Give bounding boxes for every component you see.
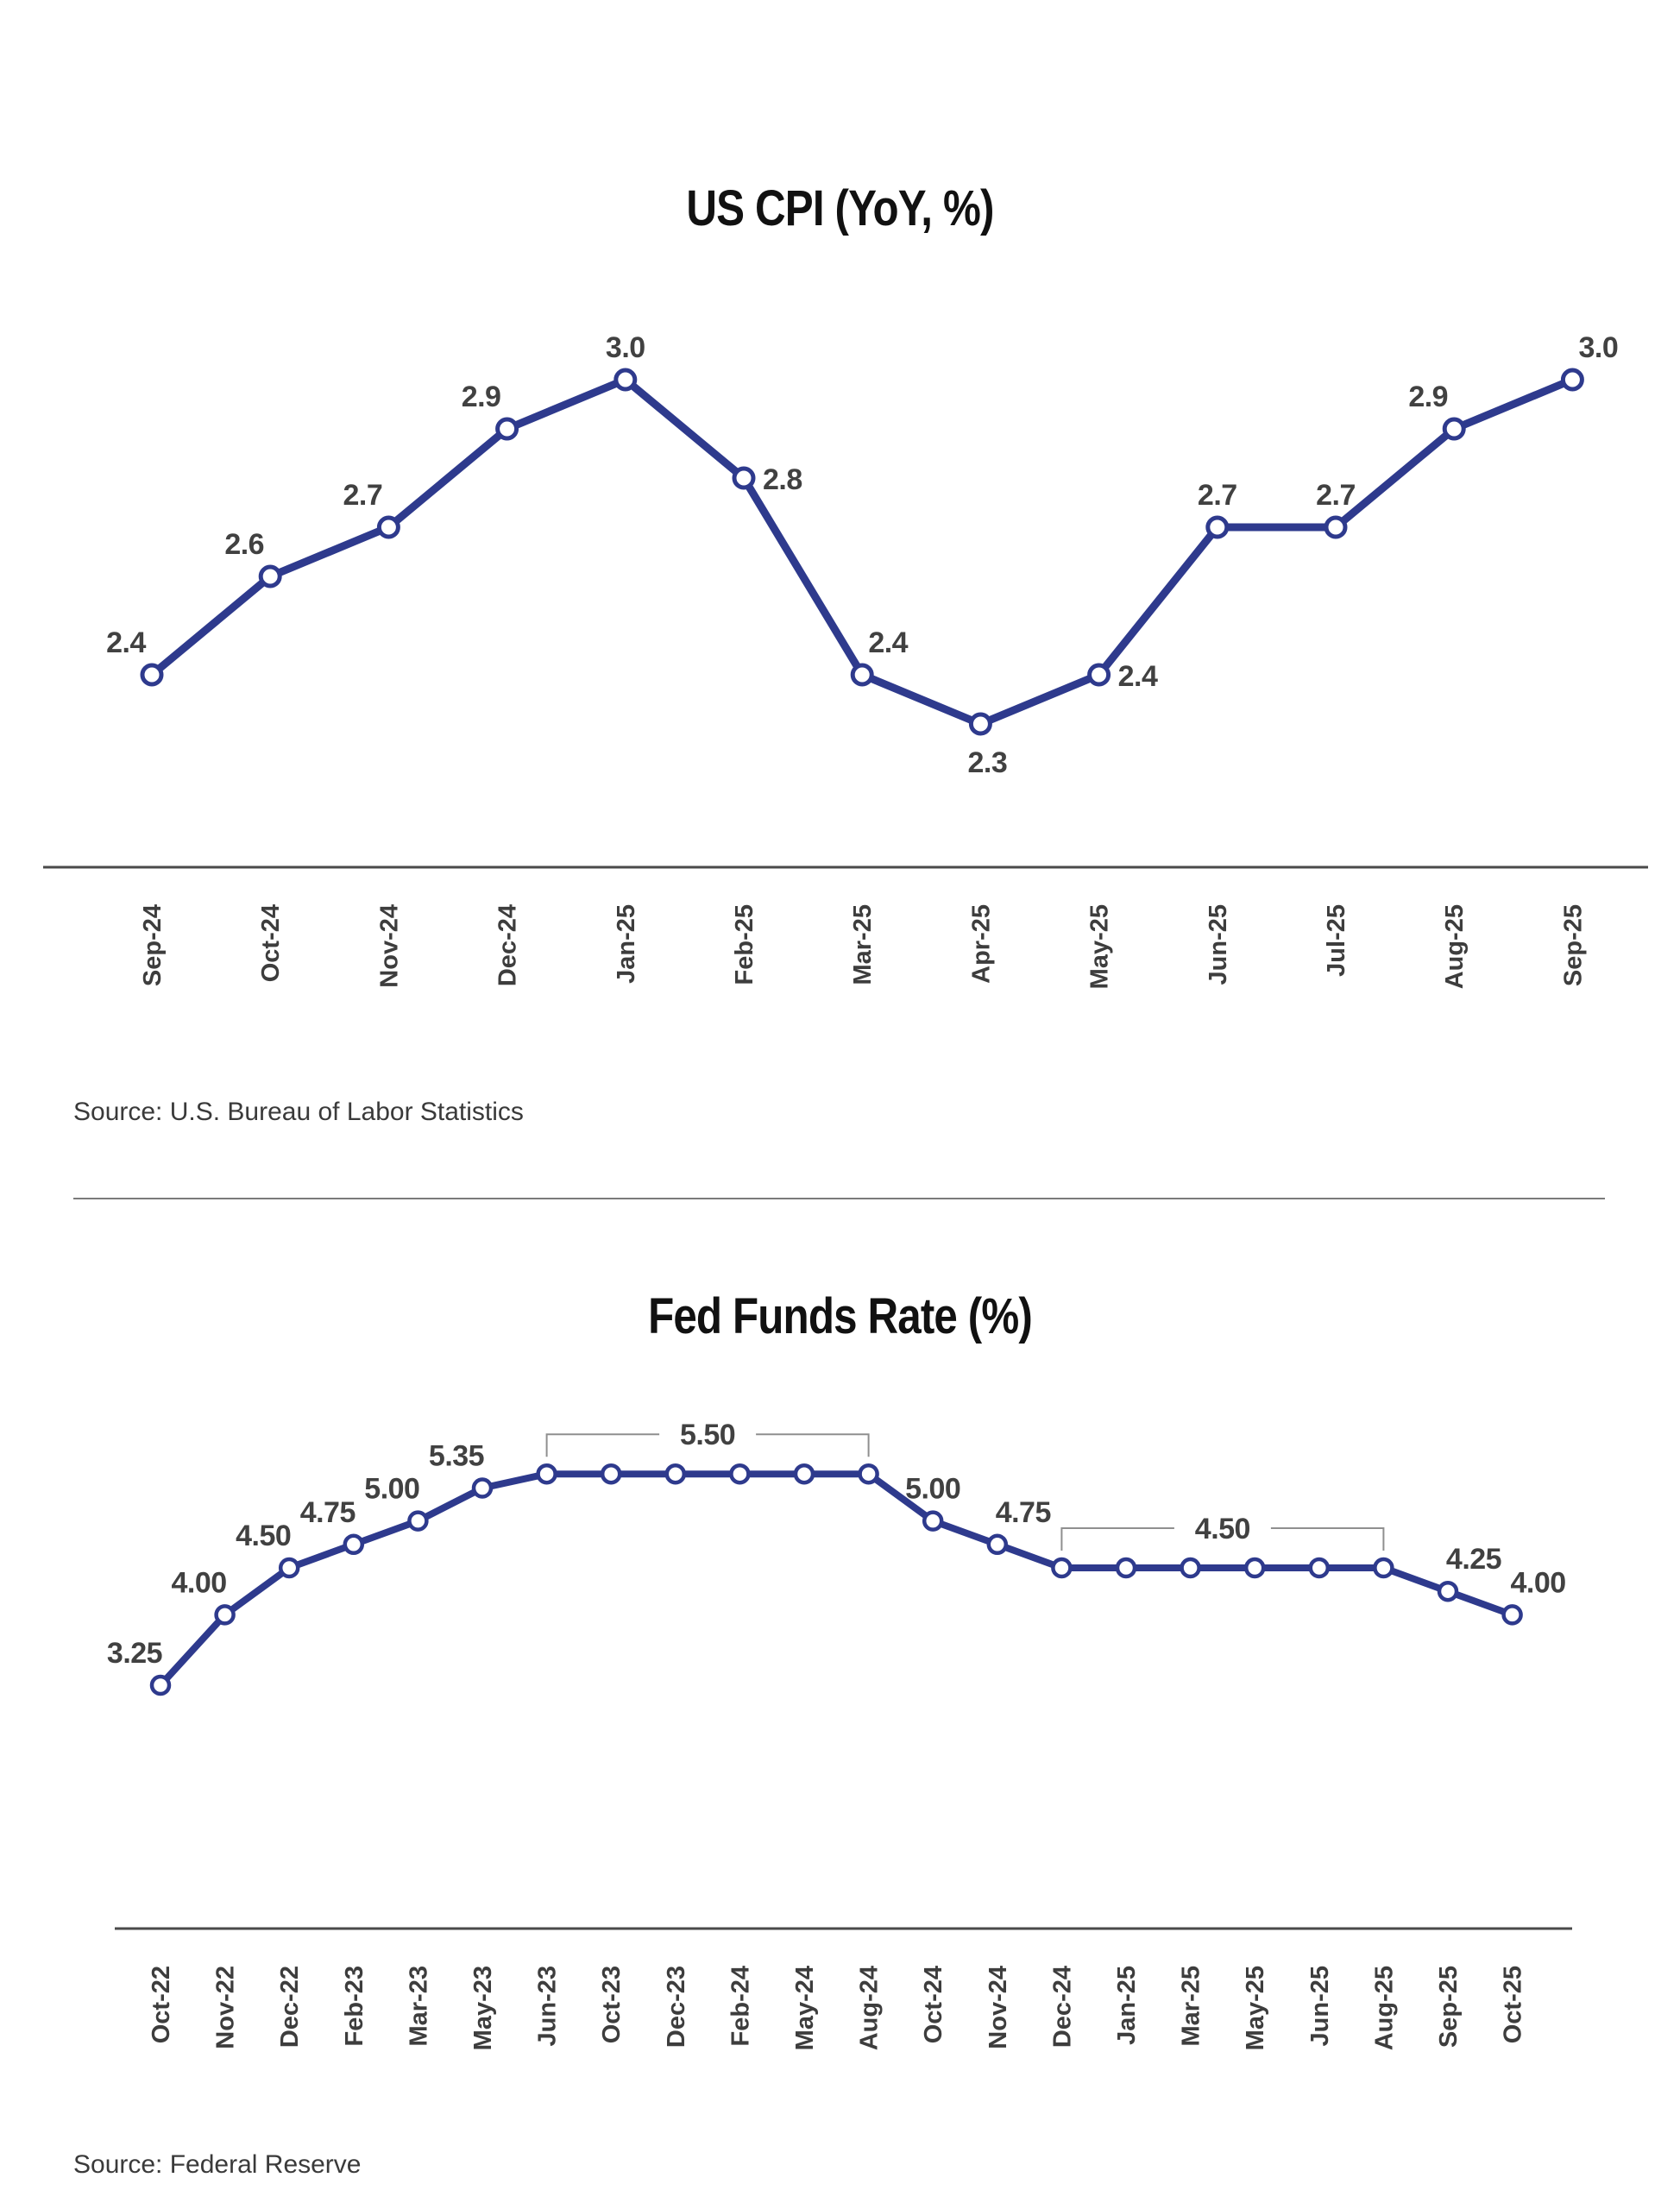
data-point-marker xyxy=(1053,1559,1070,1577)
x-tick-label: Aug-25 xyxy=(1370,1966,1399,2051)
x-tick-label: Feb-24 xyxy=(727,1966,755,2047)
data-point-label: 4.00 xyxy=(1510,1566,1566,1600)
x-tick-label: Sep-25 xyxy=(1559,904,1588,987)
data-point-label: 2.4 xyxy=(106,626,146,659)
x-tick-label: Dec-24 xyxy=(1048,1966,1077,2049)
data-point-label: 2.4 xyxy=(868,626,909,659)
data-point-label: 2.3 xyxy=(967,746,1008,779)
data-point-marker xyxy=(971,714,990,733)
data-point-label: 5.00 xyxy=(905,1472,961,1506)
fed-funds-chart-title: Fed Funds Rate (%) xyxy=(648,1288,1032,1344)
fed-funds-source-note: Source: Federal Reserve xyxy=(73,2150,362,2179)
data-point-label: 3.0 xyxy=(605,331,645,364)
fed-funds-series-line xyxy=(160,1474,1513,1685)
cpi-source-note: Source: U.S. Bureau of Labor Statistics xyxy=(73,1098,524,1126)
data-point-marker xyxy=(280,1559,298,1577)
data-point-label: 2.9 xyxy=(1408,381,1449,413)
data-point-label: 3.25 xyxy=(106,1637,163,1670)
x-tick-label: Feb-23 xyxy=(340,1966,368,2047)
us-cpi-chart xyxy=(43,331,1648,989)
x-tick-label: Mar-25 xyxy=(849,904,878,985)
data-point-marker xyxy=(1208,518,1227,537)
data-point-marker xyxy=(1375,1559,1392,1577)
data-point-label: 4.00 xyxy=(171,1566,227,1600)
data-point-marker xyxy=(1090,665,1109,684)
data-point-marker xyxy=(1326,518,1345,537)
data-point-marker xyxy=(667,1465,684,1482)
x-tick-label: Nov-24 xyxy=(984,1966,1012,2049)
data-point-marker xyxy=(498,419,517,438)
data-point-marker xyxy=(1444,419,1463,438)
x-tick-label: Mar-23 xyxy=(405,1966,433,2047)
data-point-marker xyxy=(796,1465,813,1482)
data-point-label: 2.9 xyxy=(461,381,501,413)
data-point-marker xyxy=(1117,1559,1135,1577)
x-tick-label: Sep-25 xyxy=(1435,1966,1463,2049)
data-point-marker xyxy=(152,1677,169,1694)
x-tick-label: Aug-25 xyxy=(1441,904,1469,990)
data-point-marker xyxy=(989,1536,1006,1553)
x-tick-label: Apr-25 xyxy=(967,904,996,984)
data-point-marker xyxy=(217,1606,234,1623)
data-point-marker xyxy=(734,469,753,488)
data-point-label: 2.6 xyxy=(224,528,265,561)
data-point-marker xyxy=(1246,1559,1263,1577)
data-point-marker xyxy=(409,1513,426,1530)
data-point-marker xyxy=(1439,1583,1457,1600)
data-point-marker xyxy=(474,1480,491,1497)
data-point-label: 2.7 xyxy=(1197,479,1237,512)
section-divider xyxy=(73,1198,1605,1199)
x-tick-label: Dec-23 xyxy=(662,1966,690,2049)
data-point-marker xyxy=(924,1513,941,1530)
data-point-marker xyxy=(345,1536,362,1553)
data-point-marker xyxy=(379,518,398,537)
data-point-marker xyxy=(602,1465,620,1482)
data-point-marker xyxy=(616,370,635,389)
data-point-marker xyxy=(538,1465,556,1482)
x-tick-label: Oct-24 xyxy=(257,904,286,983)
x-tick-label: Feb-25 xyxy=(731,904,758,985)
data-point-label: 4.50 xyxy=(236,1520,292,1552)
x-tick-label: Oct-24 xyxy=(920,1966,948,2044)
x-tick-label: Sep-24 xyxy=(139,904,167,987)
x-tick-label: Nov-22 xyxy=(211,1966,240,2049)
fed-funds-chart xyxy=(107,1419,1572,2050)
x-tick-label: Oct-22 xyxy=(148,1966,175,2044)
data-point-marker xyxy=(1182,1559,1199,1577)
cpi-chart-title: US CPI (YoY, %) xyxy=(686,180,994,236)
x-tick-label: Oct-25 xyxy=(1499,1966,1527,2044)
data-point-label: 2.7 xyxy=(1316,479,1356,512)
data-point-label: 4.25 xyxy=(1445,1543,1502,1577)
data-point-marker xyxy=(853,665,871,684)
data-point-label: 4.75 xyxy=(299,1495,356,1529)
data-point-label: 2.4 xyxy=(1117,660,1158,693)
data-point-marker xyxy=(261,567,280,586)
x-tick-label: Jan-25 xyxy=(612,904,640,984)
data-point-marker xyxy=(860,1465,878,1482)
data-point-label: 4.75 xyxy=(995,1495,1051,1529)
data-point-marker xyxy=(1311,1559,1328,1577)
data-point-marker xyxy=(142,665,161,684)
data-point-marker xyxy=(1563,370,1582,389)
x-tick-label: Oct-23 xyxy=(598,1966,626,2044)
data-point-label: 3.0 xyxy=(1578,331,1619,364)
x-tick-label: Nov-24 xyxy=(375,904,404,988)
data-point-marker xyxy=(731,1465,748,1482)
x-tick-label: Mar-25 xyxy=(1177,1966,1205,2047)
bracket-label: 4.50 xyxy=(1194,1513,1250,1545)
x-tick-label: May-25 xyxy=(1085,904,1114,990)
x-tick-label: Jul-25 xyxy=(1323,904,1350,977)
data-point-label: 2.8 xyxy=(763,463,802,496)
x-tick-label: Aug-24 xyxy=(855,1966,884,2051)
x-tick-label: May-23 xyxy=(469,1966,497,2051)
data-point-label: 2.7 xyxy=(343,479,383,512)
x-tick-label: Jun-25 xyxy=(1306,1966,1334,2047)
data-point-label: 5.35 xyxy=(428,1439,485,1473)
x-tick-label: Dec-24 xyxy=(494,904,522,987)
data-point-marker xyxy=(1504,1606,1521,1623)
bracket-label: 5.50 xyxy=(680,1419,736,1452)
x-tick-label: Jun-23 xyxy=(533,1966,562,2047)
x-tick-label: May-24 xyxy=(791,1966,819,2051)
data-point-label: 5.00 xyxy=(364,1472,420,1506)
x-tick-label: May-25 xyxy=(1242,1966,1270,2051)
x-tick-label: Jun-25 xyxy=(1204,904,1232,985)
x-tick-label: Dec-22 xyxy=(276,1966,305,2049)
x-tick-label: Jan-25 xyxy=(1113,1966,1141,2045)
